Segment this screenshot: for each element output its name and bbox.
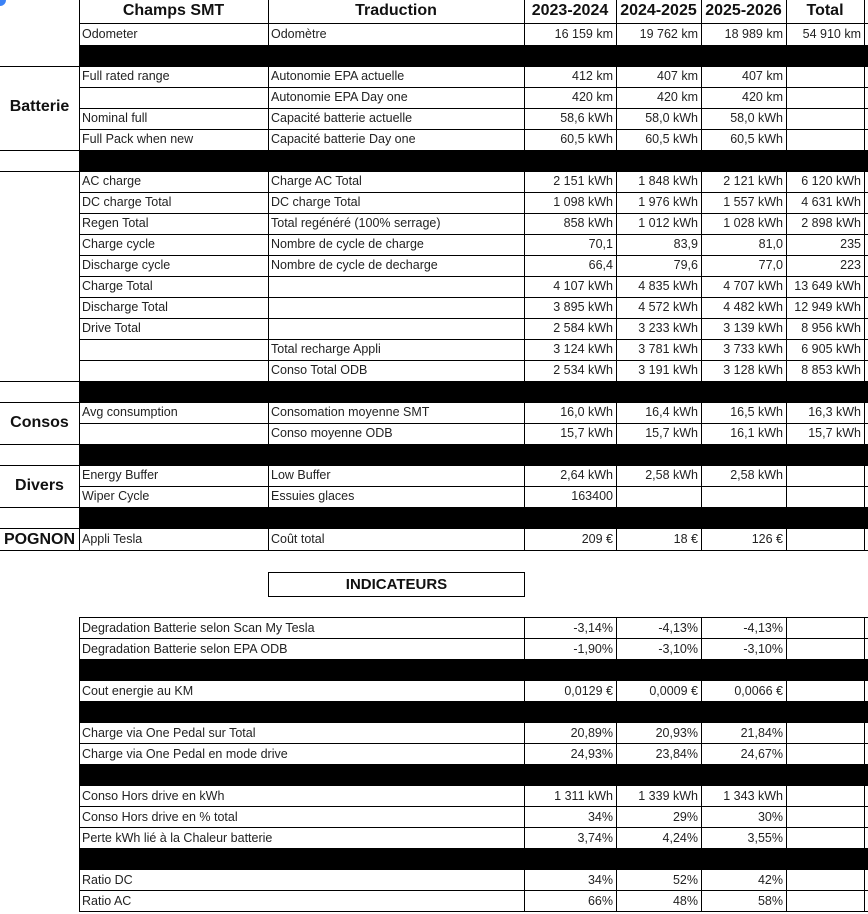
cell-v2[interactable]: 19 762 km (639, 27, 698, 41)
grid-line (864, 0, 865, 551)
grid-line (79, 213, 868, 214)
grid-line (79, 318, 868, 319)
separator-bar (79, 507, 868, 528)
separator-bar (79, 660, 868, 681)
cell-v3[interactable]: 18 989 km (724, 27, 783, 41)
cell-fr[interactable]: Autonomie EPA Day one (271, 90, 408, 104)
grid-line (79, 297, 868, 298)
indicator-v2[interactable]: 48% (672, 894, 698, 908)
indicator-label[interactable]: Ratio DC (82, 873, 133, 887)
grid-line (79, 108, 868, 109)
grid-line (79, 150, 868, 151)
indicator-v1[interactable]: 3,74% (577, 831, 613, 845)
grid-line (79, 869, 868, 870)
indicator-label[interactable]: Perte kWh lié à la Chaleur batterie (82, 831, 273, 845)
grid-line (0, 550, 79, 551)
indicator-v2[interactable]: 20,93% (655, 726, 698, 740)
cell-smt[interactable]: Regen Total (82, 216, 149, 230)
cell-v2[interactable]: 2,58 kWh (645, 468, 698, 482)
cell-total[interactable]: 15,7 kWh (808, 426, 861, 440)
cell-v3[interactable]: 3 733 kWh (723, 342, 783, 356)
cell-fr[interactable]: Nombre de cycle de decharge (271, 258, 438, 272)
grid-line (79, 66, 868, 67)
cell-smt[interactable]: AC charge (82, 174, 142, 188)
cell-v2[interactable]: 407 km (657, 69, 698, 83)
cell-total[interactable]: 54 910 km (802, 27, 861, 41)
grid-line (786, 617, 787, 912)
cell-v1[interactable]: 2 534 kWh (553, 363, 613, 377)
grid-line (79, 617, 80, 912)
grid-line (79, 360, 868, 361)
cell-smt[interactable]: Drive Total (82, 321, 141, 335)
indicator-v1[interactable]: 34% (587, 810, 613, 824)
indicateurs-title[interactable]: INDICATEURS (268, 572, 525, 597)
grid-line (786, 0, 787, 551)
cell-v3[interactable]: 16,1 kWh (730, 426, 783, 440)
cell-total[interactable] (786, 465, 864, 486)
indicator-total[interactable] (786, 828, 864, 849)
cell-fr[interactable]: Conso moyenne ODB (271, 426, 393, 440)
indicator-v3[interactable]: -3,10% (743, 642, 783, 656)
cell-fr[interactable]: Essuies glaces (271, 489, 355, 503)
cell-v2[interactable]: 60,5 kWh (645, 132, 698, 146)
cell-fr[interactable]: Low Buffer (271, 468, 331, 482)
cell-total[interactable]: 223 (840, 258, 861, 272)
grid-line (0, 150, 79, 151)
indicator-total[interactable] (786, 891, 864, 912)
cell-total[interactable] (786, 486, 864, 507)
cell-v3[interactable]: 1 557 kWh (723, 195, 783, 209)
cell-v2[interactable]: 3 233 kWh (638, 321, 698, 335)
indicator-v3[interactable]: 58% (757, 894, 783, 908)
indicator-v2[interactable]: 52% (672, 873, 698, 887)
cell-smt[interactable]: Full Pack when new (82, 132, 194, 146)
cell-v3[interactable]: 126 € (751, 532, 783, 546)
grid-line (0, 171, 79, 172)
cell-v1[interactable]: 66,4 (588, 258, 613, 272)
indicator-v2[interactable]: 4,24% (662, 831, 698, 845)
cell-total[interactable]: 8 956 kWh (801, 321, 861, 335)
indicator-v3[interactable]: 42% (757, 873, 783, 887)
grid-line (79, 129, 868, 130)
cell-fr[interactable]: Capacité batterie Day one (271, 132, 416, 146)
indicator-v1[interactable]: -1,90% (573, 642, 613, 656)
indicator-label[interactable]: Conso Hors drive en kWh (82, 789, 225, 803)
grid-line (79, 827, 868, 828)
cell-v2[interactable]: 83,9 (673, 237, 698, 251)
indicator-total[interactable] (786, 807, 864, 828)
cell-v2[interactable]: 3 191 kWh (638, 363, 698, 377)
grid-line (79, 743, 868, 744)
indicator-total[interactable] (786, 786, 864, 807)
category-divers[interactable]: Divers (15, 477, 64, 494)
cell-v1[interactable]: 58,6 kWh (560, 111, 613, 125)
grid-line (79, 255, 868, 256)
cell-smt[interactable]: Odometer (82, 27, 138, 41)
indicator-v3[interactable]: 3,55% (747, 831, 783, 845)
cell-total[interactable]: 6 120 kWh (801, 174, 861, 188)
separator-bar (79, 849, 868, 870)
grid-line (79, 680, 868, 681)
grid-line (79, 423, 868, 424)
cell-v2[interactable]: 79,6 (673, 258, 698, 272)
separator-bar (79, 702, 868, 723)
cell-v2[interactable]: 1 012 kWh (638, 216, 698, 230)
cell-total[interactable]: 16,3 kWh (808, 405, 861, 419)
grid-line (79, 171, 868, 172)
grid-line (79, 911, 868, 912)
cell-v3[interactable]: 4 482 kWh (723, 300, 783, 314)
cell-v3[interactable]: 420 km (742, 90, 783, 104)
grid-line (79, 486, 868, 487)
cell-smt[interactable] (79, 423, 268, 444)
cell-total[interactable]: 235 (840, 237, 861, 251)
cell-fr[interactable]: Capacité batterie actuelle (271, 111, 413, 125)
cell-smt[interactable]: Discharge Total (82, 300, 168, 314)
cell-smt[interactable]: Nominal full (82, 111, 148, 125)
grid-line (0, 465, 79, 466)
grid-line (79, 848, 868, 849)
grid-line (79, 806, 868, 807)
cell-v1[interactable]: 15,7 kWh (560, 426, 613, 440)
indicator-v1[interactable]: 1 311 kWh (554, 789, 613, 803)
header-total[interactable]: Total (806, 2, 844, 19)
cell-v2[interactable]: 4 572 kWh (638, 300, 698, 314)
cell-smt[interactable] (79, 87, 268, 108)
cell-v2[interactable]: 420 km (657, 90, 698, 104)
grid-line (79, 722, 868, 723)
indicator-label[interactable]: Charge via One Pedal en mode drive (82, 747, 288, 761)
header-2023-2024[interactable]: 2023-2024 (531, 2, 609, 19)
grid-line (79, 192, 868, 193)
indicator-label[interactable]: Ratio AC (82, 894, 132, 908)
cell-fr[interactable]: Charge AC Total (271, 174, 362, 188)
cell-v3[interactable]: 16,5 kWh (730, 405, 783, 419)
separator-bar (79, 45, 868, 66)
cell-v1[interactable]: 16 159 km (554, 27, 613, 41)
cell-v3[interactable]: 1 028 kWh (723, 216, 783, 230)
cell-v3[interactable]: 60,5 kWh (730, 132, 783, 146)
indicator-v3[interactable]: 1 343 kWh (723, 789, 783, 803)
cell-fr[interactable]: DC charge Total (271, 195, 361, 209)
cell-smt[interactable]: Discharge cycle (82, 258, 171, 272)
indicator-v1[interactable]: 0,0129 € (564, 684, 613, 698)
grid-line (268, 0, 269, 551)
grid-line (79, 23, 868, 24)
category-pognon[interactable]: POGNON (3, 531, 76, 548)
cell-smt[interactable]: Energy Buffer (82, 468, 159, 482)
cell-v2[interactable] (616, 486, 701, 507)
grid-line (79, 465, 868, 466)
indicator-total[interactable] (786, 639, 864, 660)
grid-line (79, 701, 868, 702)
indicator-total[interactable] (786, 723, 864, 744)
grid-line (79, 339, 868, 340)
grid-line (79, 764, 868, 765)
cell-v3[interactable]: 81,0 (758, 237, 783, 251)
grid-line (524, 617, 525, 912)
grid-line (79, 45, 868, 46)
indicator-total[interactable] (786, 681, 864, 702)
indicator-label[interactable]: Degradation Batterie selon EPA ODB (82, 642, 288, 656)
cell-v2[interactable]: 1 976 kWh (638, 195, 698, 209)
indicator-v1[interactable]: 34% (587, 873, 613, 887)
category-consos[interactable]: Consos (10, 414, 69, 431)
cell-fr[interactable]: Conso Total ODB (271, 363, 368, 377)
cell-total[interactable]: 8 853 kWh (801, 363, 861, 377)
cell-v3[interactable]: 3 128 kWh (723, 363, 783, 377)
indicator-label[interactable]: Conso Hors drive en % total (82, 810, 238, 824)
cell-fr[interactable]: Coût total (271, 532, 325, 546)
grid-line (79, 381, 868, 382)
cell-v2[interactable]: 58,0 kWh (645, 111, 698, 125)
cell-v3[interactable]: 4 707 kWh (723, 279, 783, 293)
grid-line (524, 0, 525, 551)
cell-total[interactable] (786, 129, 864, 150)
cell-total[interactable]: 4 631 kWh (801, 195, 861, 209)
cell-v1[interactable]: 2 584 kWh (553, 321, 613, 335)
indicator-label[interactable]: Cout energie au KM (82, 684, 194, 698)
cell-v1[interactable]: 858 kWh (563, 216, 613, 230)
indicator-v2[interactable]: 1 339 kWh (638, 789, 698, 803)
cell-v2[interactable]: 18 € (673, 532, 698, 546)
cell-fr[interactable]: Total recharge Appli (271, 342, 381, 356)
header-champs-smt[interactable]: Champs SMT (122, 2, 225, 19)
cell-v2[interactable]: 4 835 kWh (638, 279, 698, 293)
cell-v3[interactable]: 407 km (742, 69, 783, 83)
selection-indicator-icon (0, 0, 6, 6)
cell-smt[interactable] (79, 360, 268, 381)
cell-v1[interactable]: 420 km (572, 90, 613, 104)
grid-line (79, 890, 868, 891)
cell-fr[interactable]: Consomation moyenne SMT (271, 405, 430, 419)
grid-line (79, 87, 868, 88)
cell-v3[interactable]: 77,0 (758, 258, 783, 272)
grid-line (79, 617, 868, 618)
cell-fr[interactable]: Autonomie EPA actuelle (271, 69, 405, 83)
grid-line (0, 381, 79, 382)
cell-v2[interactable]: 3 781 kWh (638, 342, 698, 356)
indicator-v3[interactable]: 30% (757, 810, 783, 824)
grid-line (0, 444, 79, 445)
category-batterie[interactable]: Batterie (9, 98, 70, 115)
cell-smt[interactable]: Appli Tesla (82, 532, 143, 546)
grid-line (79, 507, 868, 508)
grid-line (79, 0, 80, 551)
cell-fr[interactable] (268, 276, 524, 297)
cell-total[interactable] (786, 108, 864, 129)
cell-smt[interactable] (79, 339, 268, 360)
indicator-v2[interactable]: -4,13% (658, 621, 698, 635)
cell-v1[interactable]: 60,5 kWh (560, 132, 613, 146)
grid-line (79, 402, 868, 403)
cell-v1[interactable]: 3 124 kWh (553, 342, 613, 356)
grid-line (79, 234, 868, 235)
indicator-label[interactable]: Charge via One Pedal sur Total (82, 726, 256, 740)
cell-total[interactable] (786, 529, 864, 550)
cell-v2[interactable]: 16,4 kWh (645, 405, 698, 419)
cell-smt[interactable]: Full rated range (82, 69, 170, 83)
indicator-total[interactable] (786, 618, 864, 639)
separator-bar (79, 150, 868, 171)
cell-smt[interactable]: Charge Total (82, 279, 153, 293)
cell-total[interactable]: 13 649 kWh (794, 279, 861, 293)
indicator-v2[interactable]: 0,0009 € (649, 684, 698, 698)
grid-line (0, 402, 79, 403)
grid-line (79, 659, 868, 660)
cell-total[interactable]: 6 905 kWh (801, 342, 861, 356)
grid-line (79, 528, 868, 529)
cell-total[interactable]: 12 949 kWh (794, 300, 861, 314)
grid-line (701, 617, 702, 912)
grid-line (616, 617, 617, 912)
cell-v3[interactable]: 3 139 kWh (723, 321, 783, 335)
cell-v1[interactable]: 412 km (572, 69, 613, 83)
indicator-v1[interactable]: 24,93% (570, 747, 613, 761)
cell-fr[interactable] (268, 318, 524, 339)
cell-fr[interactable]: Total regénéré (100% serrage) (271, 216, 441, 230)
cell-v1[interactable]: 4 107 kWh (553, 279, 613, 293)
cell-smt[interactable]: Charge cycle (82, 237, 155, 251)
separator-bar (79, 765, 868, 786)
grid-line (0, 507, 79, 508)
cell-v1[interactable]: 70,1 (588, 237, 613, 251)
indicator-label[interactable]: Degradation Batterie selon Scan My Tesla (82, 621, 315, 635)
cell-total[interactable] (786, 87, 864, 108)
cell-smt[interactable]: Avg consumption (82, 405, 178, 419)
grid-line (79, 638, 868, 639)
indicator-v1[interactable]: 66% (587, 894, 613, 908)
indicator-v3[interactable]: 0,0066 € (734, 684, 783, 698)
cell-v1[interactable]: 1 098 kWh (553, 195, 613, 209)
header-traduction[interactable]: Traduction (355, 2, 437, 19)
cell-fr[interactable]: Odomètre (271, 27, 327, 41)
grid-line (864, 617, 865, 912)
indicator-v3[interactable]: 21,84% (740, 726, 783, 740)
indicator-total[interactable] (786, 870, 864, 891)
cell-fr[interactable] (268, 297, 524, 318)
cell-v3[interactable]: 58,0 kWh (730, 111, 783, 125)
cell-v2[interactable]: 15,7 kWh (645, 426, 698, 440)
indicator-v3[interactable]: -4,13% (743, 621, 783, 635)
indicator-v3[interactable]: 24,67% (740, 747, 783, 761)
cell-v1[interactable]: 2,64 kWh (560, 468, 613, 482)
grid-line (0, 66, 79, 67)
grid-line (701, 0, 702, 551)
grid-line (616, 0, 617, 551)
cell-v1[interactable]: 2 151 kWh (553, 174, 613, 188)
cell-v1[interactable]: 16,0 kWh (560, 405, 613, 419)
header-2024-2025[interactable]: 2024-2025 (620, 2, 697, 19)
grid-line (79, 550, 868, 551)
separator-bar (79, 444, 868, 465)
cell-fr[interactable]: Nombre de cycle de charge (271, 237, 424, 251)
cell-v3[interactable]: 2 121 kWh (723, 174, 783, 188)
cell-v3[interactable] (701, 486, 786, 507)
cell-v1[interactable]: 163400 (571, 489, 613, 503)
separator-bar (79, 381, 868, 402)
cell-v3[interactable]: 2,58 kWh (730, 468, 783, 482)
header-2025-2026[interactable]: 2025-2026 (705, 2, 782, 19)
cell-total[interactable] (786, 66, 864, 87)
indicator-v1[interactable]: -3,14% (573, 621, 613, 635)
indicator-v2[interactable]: -3,10% (658, 642, 698, 656)
grid-line (79, 785, 868, 786)
cell-v1[interactable]: 209 € (581, 532, 613, 546)
cell-smt[interactable]: Wiper Cycle (82, 489, 150, 503)
indicator-v2[interactable]: 23,84% (655, 747, 698, 761)
grid-line (0, 528, 79, 529)
grid-line (79, 276, 868, 277)
cell-v2[interactable]: 1 848 kWh (638, 174, 698, 188)
indicator-v1[interactable]: 20,89% (570, 726, 613, 740)
indicator-total[interactable] (786, 744, 864, 765)
cell-smt[interactable]: DC charge Total (82, 195, 172, 209)
indicator-v2[interactable]: 29% (672, 810, 698, 824)
cell-v1[interactable]: 3 895 kWh (553, 300, 613, 314)
cell-total[interactable]: 2 898 kWh (801, 216, 861, 230)
grid-line (79, 444, 868, 445)
